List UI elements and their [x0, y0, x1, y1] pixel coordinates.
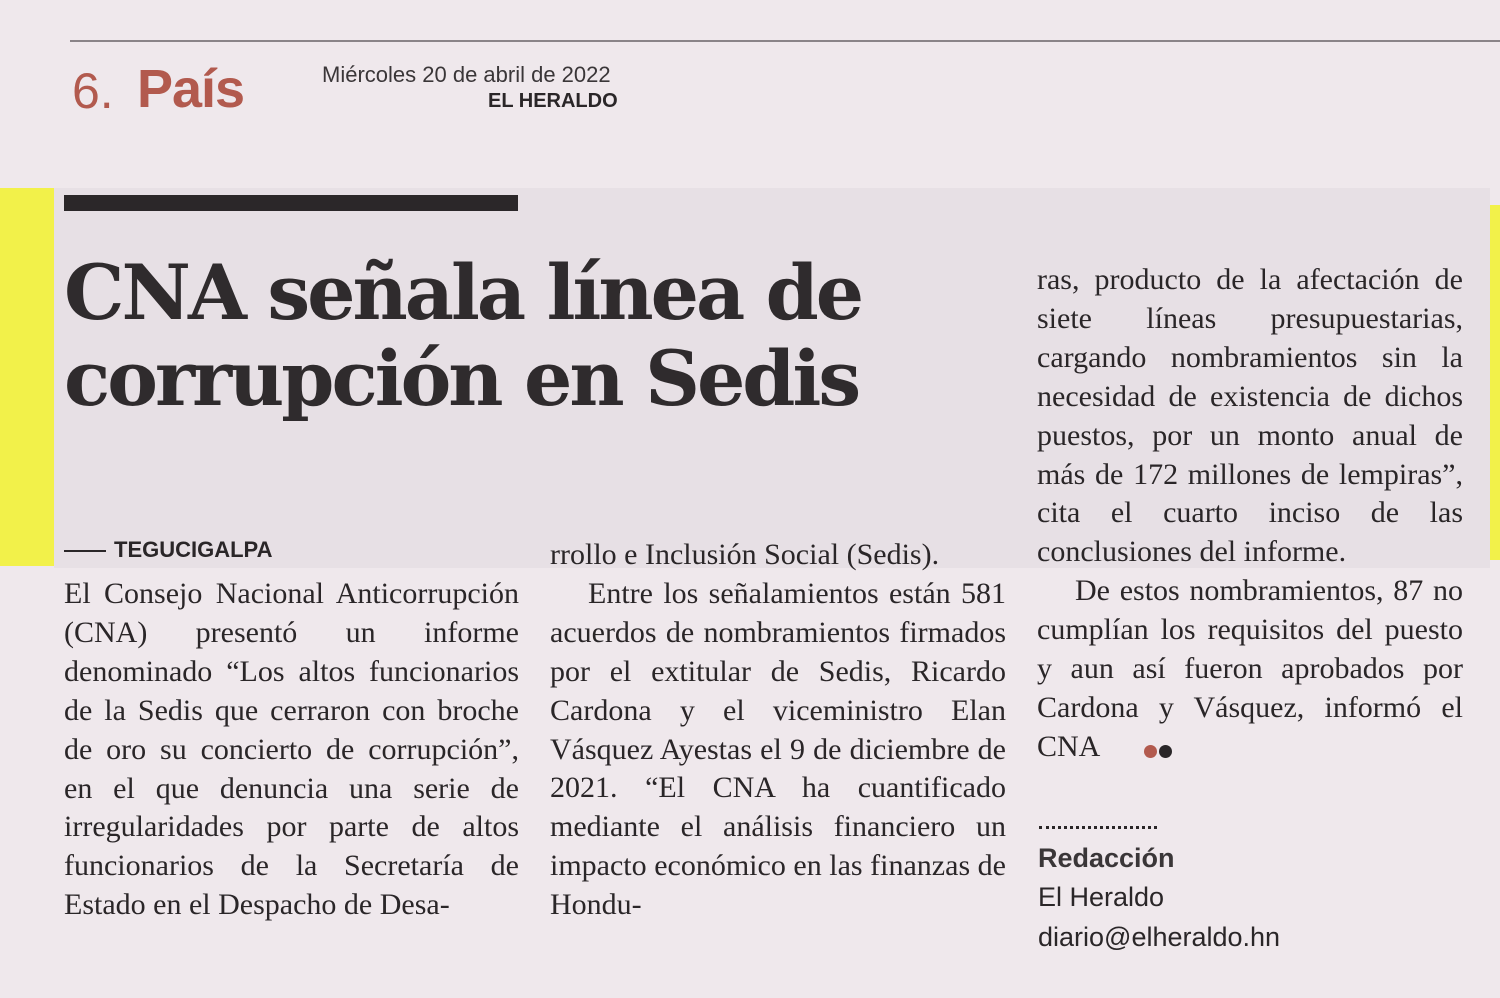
newspaper-name: EL HERALDO: [488, 90, 618, 112]
byline-email: diario@elheraldo.hn: [1038, 922, 1281, 952]
red-dot-icon: [1144, 745, 1157, 758]
paragraph: El Consejo Nacional Anticorrupción (CNA) presentó un informe denominado “Los altos funcionarios de la Sedis que cerraron con broche de oro su concierto de corrupción”, en el que denuncia una serie de irregularidades por parte de altos funcionarios de la Secretaría de Estado en el Despacho de Desa-: [64, 577, 519, 922]
headline-bar: [64, 195, 518, 211]
byline-author: Redacción: [1038, 843, 1175, 873]
paragraph: ras, producto de la afectación de siete líneas presupuestarias, cargando nombramientos sin la necesidad de existencia de dichos puestos, por un monto anual de más de 172 millones de lempiras”, cita el cuarto inciso de las conclusiones del informe.: [1037, 263, 1463, 569]
article-column-1: [64, 575, 519, 925]
section-name: País: [137, 59, 245, 119]
byline-organization: El Heraldo: [1038, 882, 1165, 912]
highlighter-mark-right: [1490, 205, 1500, 560]
page-number: 6.: [72, 63, 114, 119]
byline-divider: [1039, 826, 1157, 829]
dateline-rule: [64, 550, 106, 552]
paragraph: rrollo e Inclusión Social (Sedis).: [550, 538, 940, 571]
paragraph-text: De estos nombramientos, 87 no cumplían los requisitos del puesto y aun así fueron aprobados por Cardona y Vásquez, informó el CNA: [1037, 574, 1463, 763]
article-column-3: [1037, 261, 1463, 768]
end-of-article-mark: [1104, 730, 1172, 769]
paragraph: Entre los señalamientos están 581 acuerdos de nombramientos firmados por el extitular de Sedis, Ricardo Cardona y el viceministro Elan Vásquez Ayestas el 9 de diciembre de 2021. “El CNA ha cuantificado mediante el análisis financiero un impacto económico en las finanzas de Hondu-: [550, 576, 1006, 922]
dateline: [64, 537, 272, 563]
article-column-2: [550, 536, 1006, 925]
dark-dot-icon: [1159, 745, 1172, 758]
top-rule: [70, 40, 1500, 42]
paragraph-final: [1037, 572, 1463, 768]
highlighter-mark-left: [0, 188, 54, 566]
article-headline: CNA señala línea de corrupción en Sedis: [64, 248, 862, 423]
publication-date: Miércoles 20 de abril de 2022: [322, 62, 611, 87]
dateline-text: TEGUCIGALPA: [114, 537, 273, 562]
